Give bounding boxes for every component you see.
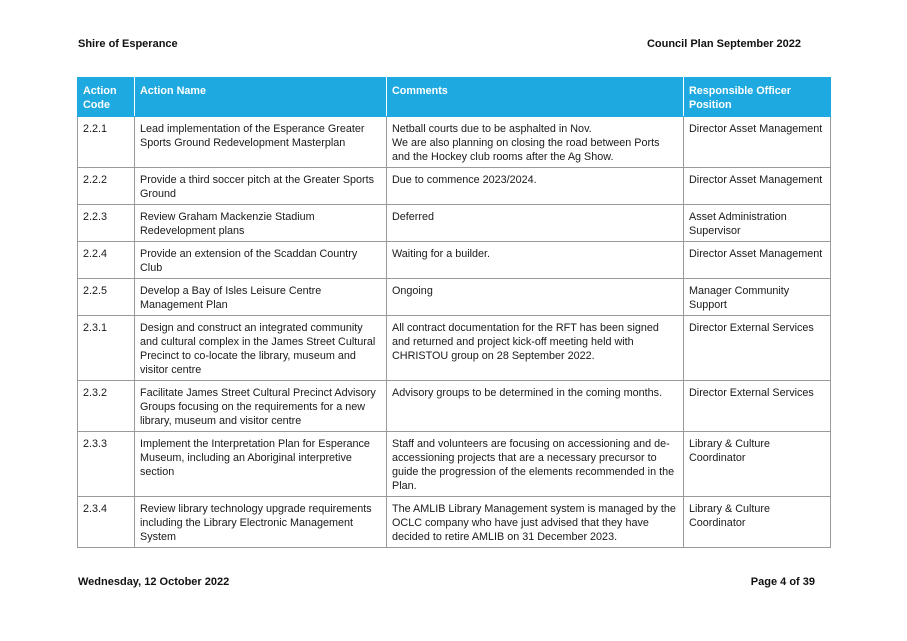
organisation-name: Shire of Esperance <box>78 38 178 50</box>
action-code-cell: 2.2.2 <box>78 168 135 205</box>
comments-cell: Due to commence 2023/2024. <box>387 168 684 205</box>
action-name-cell: Provide an extension of the Scaddan Country Club <box>135 242 387 279</box>
action-code-cell: 2.2.3 <box>78 205 135 242</box>
table-row <box>78 117 831 168</box>
responsible-officer-cell: Director Asset Management <box>684 242 831 279</box>
table-row <box>78 168 831 205</box>
table-header-row <box>78 78 831 117</box>
column-header-action-name: Action Name <box>135 78 387 117</box>
comments-cell: Staff and volunteers are focusing on accessioning and de-accessioning projects that are a necessary precursor to guide the progression of the elements recommended in the Plan. <box>387 432 684 497</box>
action-code-cell: 2.3.3 <box>78 432 135 497</box>
action-code-cell: 2.3.1 <box>78 316 135 381</box>
responsible-officer-cell: Director Asset Management <box>684 117 831 168</box>
action-code-cell: 2.3.2 <box>78 381 135 432</box>
responsible-officer-cell: Director Asset Management <box>684 168 831 205</box>
table-row <box>78 242 831 279</box>
responsible-officer-cell: Director External Services <box>684 381 831 432</box>
column-header-responsible-officer: Responsible Officer Position <box>684 78 831 117</box>
column-header-action-code: Action Code <box>78 78 135 117</box>
report-date: Wednesday, 12 October 2022 <box>78 576 230 588</box>
action-code-cell: 2.2.5 <box>78 279 135 316</box>
responsible-officer-cell: Manager Community Support <box>684 279 831 316</box>
table-row <box>78 316 831 381</box>
comments-cell: Ongoing <box>387 279 684 316</box>
responsible-officer-cell: Library & Culture Coordinator <box>684 497 831 548</box>
action-table <box>77 77 831 548</box>
comments-cell: Waiting for a builder. <box>387 242 684 279</box>
action-name-cell: Lead implementation of the Esperance Greater Sports Ground Redevelopment Masterplan <box>135 117 387 168</box>
comments-cell: Deferred <box>387 205 684 242</box>
comments-cell: Netball courts due to be asphalted in Nov. We are also planning on closing the road between Ports and the Hockey club rooms after the Ag Show. <box>387 117 684 168</box>
comments-cell: Advisory groups to be determined in the coming months. <box>387 381 684 432</box>
action-name-cell: Facilitate James Street Cultural Precinct Advisory Groups focusing on the requirements for a new library, museum and visitor centre <box>135 381 387 432</box>
action-name-cell: Develop a Bay of Isles Leisure Centre Management Plan <box>135 279 387 316</box>
action-name-cell: Provide a third soccer pitch at the Greater Sports Ground <box>135 168 387 205</box>
responsible-officer-cell: Director External Services <box>684 316 831 381</box>
responsible-officer-cell: Library & Culture Coordinator <box>684 432 831 497</box>
responsible-officer-cell: Asset Administration Supervisor <box>684 205 831 242</box>
table-row <box>78 381 831 432</box>
page-number: Page 4 of 39 <box>750 576 815 588</box>
action-code-cell: 2.2.4 <box>78 242 135 279</box>
table-row <box>78 205 831 242</box>
action-name-cell: Review library technology upgrade requirements including the Library Electronic Management System <box>135 497 387 548</box>
action-name-cell: Implement the Interpretation Plan for Esperance Museum, including an Aboriginal interpretive section <box>135 432 387 497</box>
comments-cell: The AMLIB Library Management system is managed by the OCLC company who have just advised that they have decided to retire AMLIB on 31 December 2023. <box>387 497 684 548</box>
action-name-cell: Design and construct an integrated community and cultural complex in the James Street Cultural Precinct to co-locate the library, museum and visitor centre <box>135 316 387 381</box>
action-code-cell: 2.2.1 <box>78 117 135 168</box>
action-code-cell: 2.3.4 <box>78 497 135 548</box>
table-row <box>78 432 831 497</box>
column-header-comments: Comments <box>387 78 684 117</box>
action-name-cell: Review Graham Mackenzie Stadium Redevelopment plans <box>135 205 387 242</box>
document-title: Council Plan September 2022 <box>646 38 801 50</box>
comments-cell: All contract documentation for the RFT has been signed and returned and project kick-off meeting held with CHRISTOU group on 28 September 2022. <box>387 316 684 381</box>
table-row <box>78 497 831 548</box>
table-row <box>78 279 831 316</box>
